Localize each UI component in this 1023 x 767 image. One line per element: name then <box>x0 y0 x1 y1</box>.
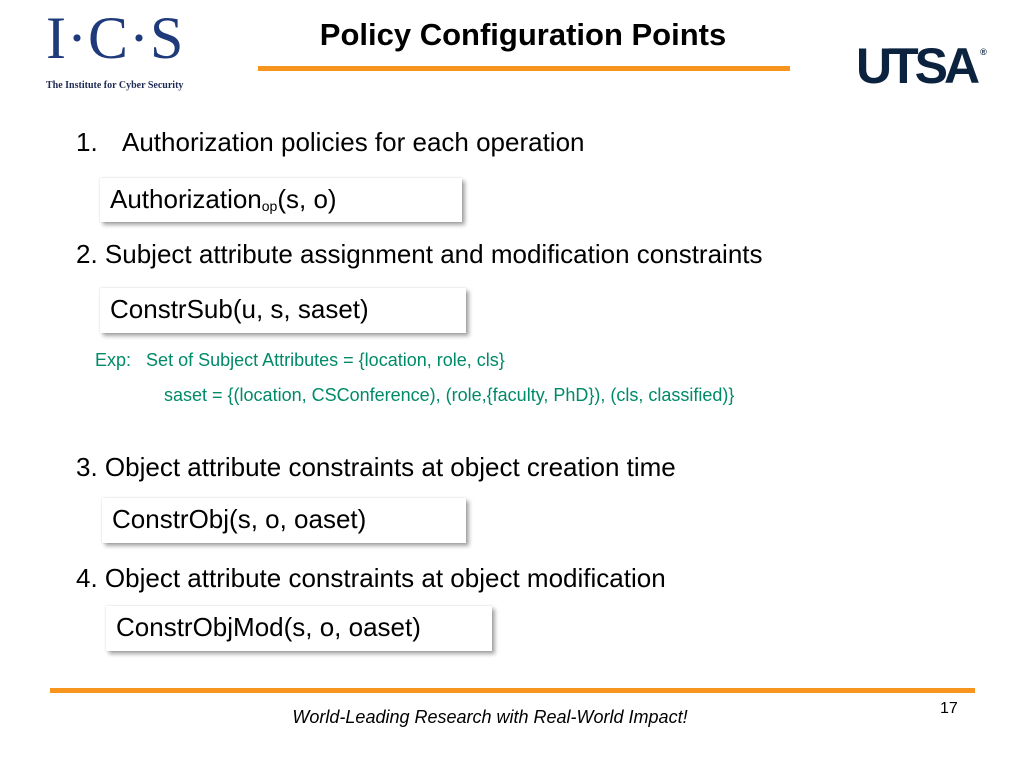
point-2-text: Subject attribute assignment and modification constraints <box>104 239 763 269</box>
example-line-1 <box>95 349 505 371</box>
formula-authorization <box>100 178 462 222</box>
utsa-logo <box>856 24 987 94</box>
formula-authorization-args: (s, o) <box>277 184 337 214</box>
formula-constrobjmod: ConstrObjMod(s, o, oaset) <box>106 606 492 651</box>
point-4 <box>76 563 666 593</box>
example-saset: saset = {(location, CSConference), (role,{faculty, PhD}), (cls, classified)} <box>164 385 735 405</box>
ics-logo <box>46 5 196 94</box>
ics-logo-letters: I·C·S <box>46 5 185 71</box>
point-2 <box>76 239 763 269</box>
point-3 <box>76 452 676 482</box>
point-1-number: 1. <box>76 127 98 157</box>
point-4-number: 4. <box>76 563 98 593</box>
utsa-logo-text: UTSA <box>856 38 977 94</box>
footer-rule <box>50 688 975 693</box>
formula-authorization-main: Authorization <box>110 184 262 214</box>
formula-authorization-subscript: op <box>261 198 278 214</box>
point-3-text: Object attribute constraints at object creation time <box>104 452 676 482</box>
point-1 <box>76 127 585 157</box>
formula-constrobj: ConstrObj(s, o, oaset) <box>102 498 466 543</box>
footer-tagline: World-Leading Research with Real-World Impact! <box>292 707 688 727</box>
page-number: 17 <box>940 700 958 717</box>
point-1-text: Authorization policies for each operation <box>122 127 585 157</box>
point-4-text: Object attribute constraints at object modification <box>104 563 666 593</box>
utsa-registered-mark: ® <box>980 47 987 57</box>
title-underline <box>258 66 790 71</box>
example-subject-attributes: Set of Subject Attributes = {location, role, cls} <box>146 350 505 370</box>
slide-title: Policy Configuration Points <box>319 17 727 52</box>
example-label: Exp: <box>95 350 132 370</box>
formula-constrsub: ConstrSub(u, s, saset) <box>100 288 466 333</box>
point-3-number: 3. <box>76 452 98 482</box>
point-2-number: 2. <box>76 239 98 269</box>
ics-logo-subtitle: The Institute for Cyber Security <box>46 80 184 91</box>
